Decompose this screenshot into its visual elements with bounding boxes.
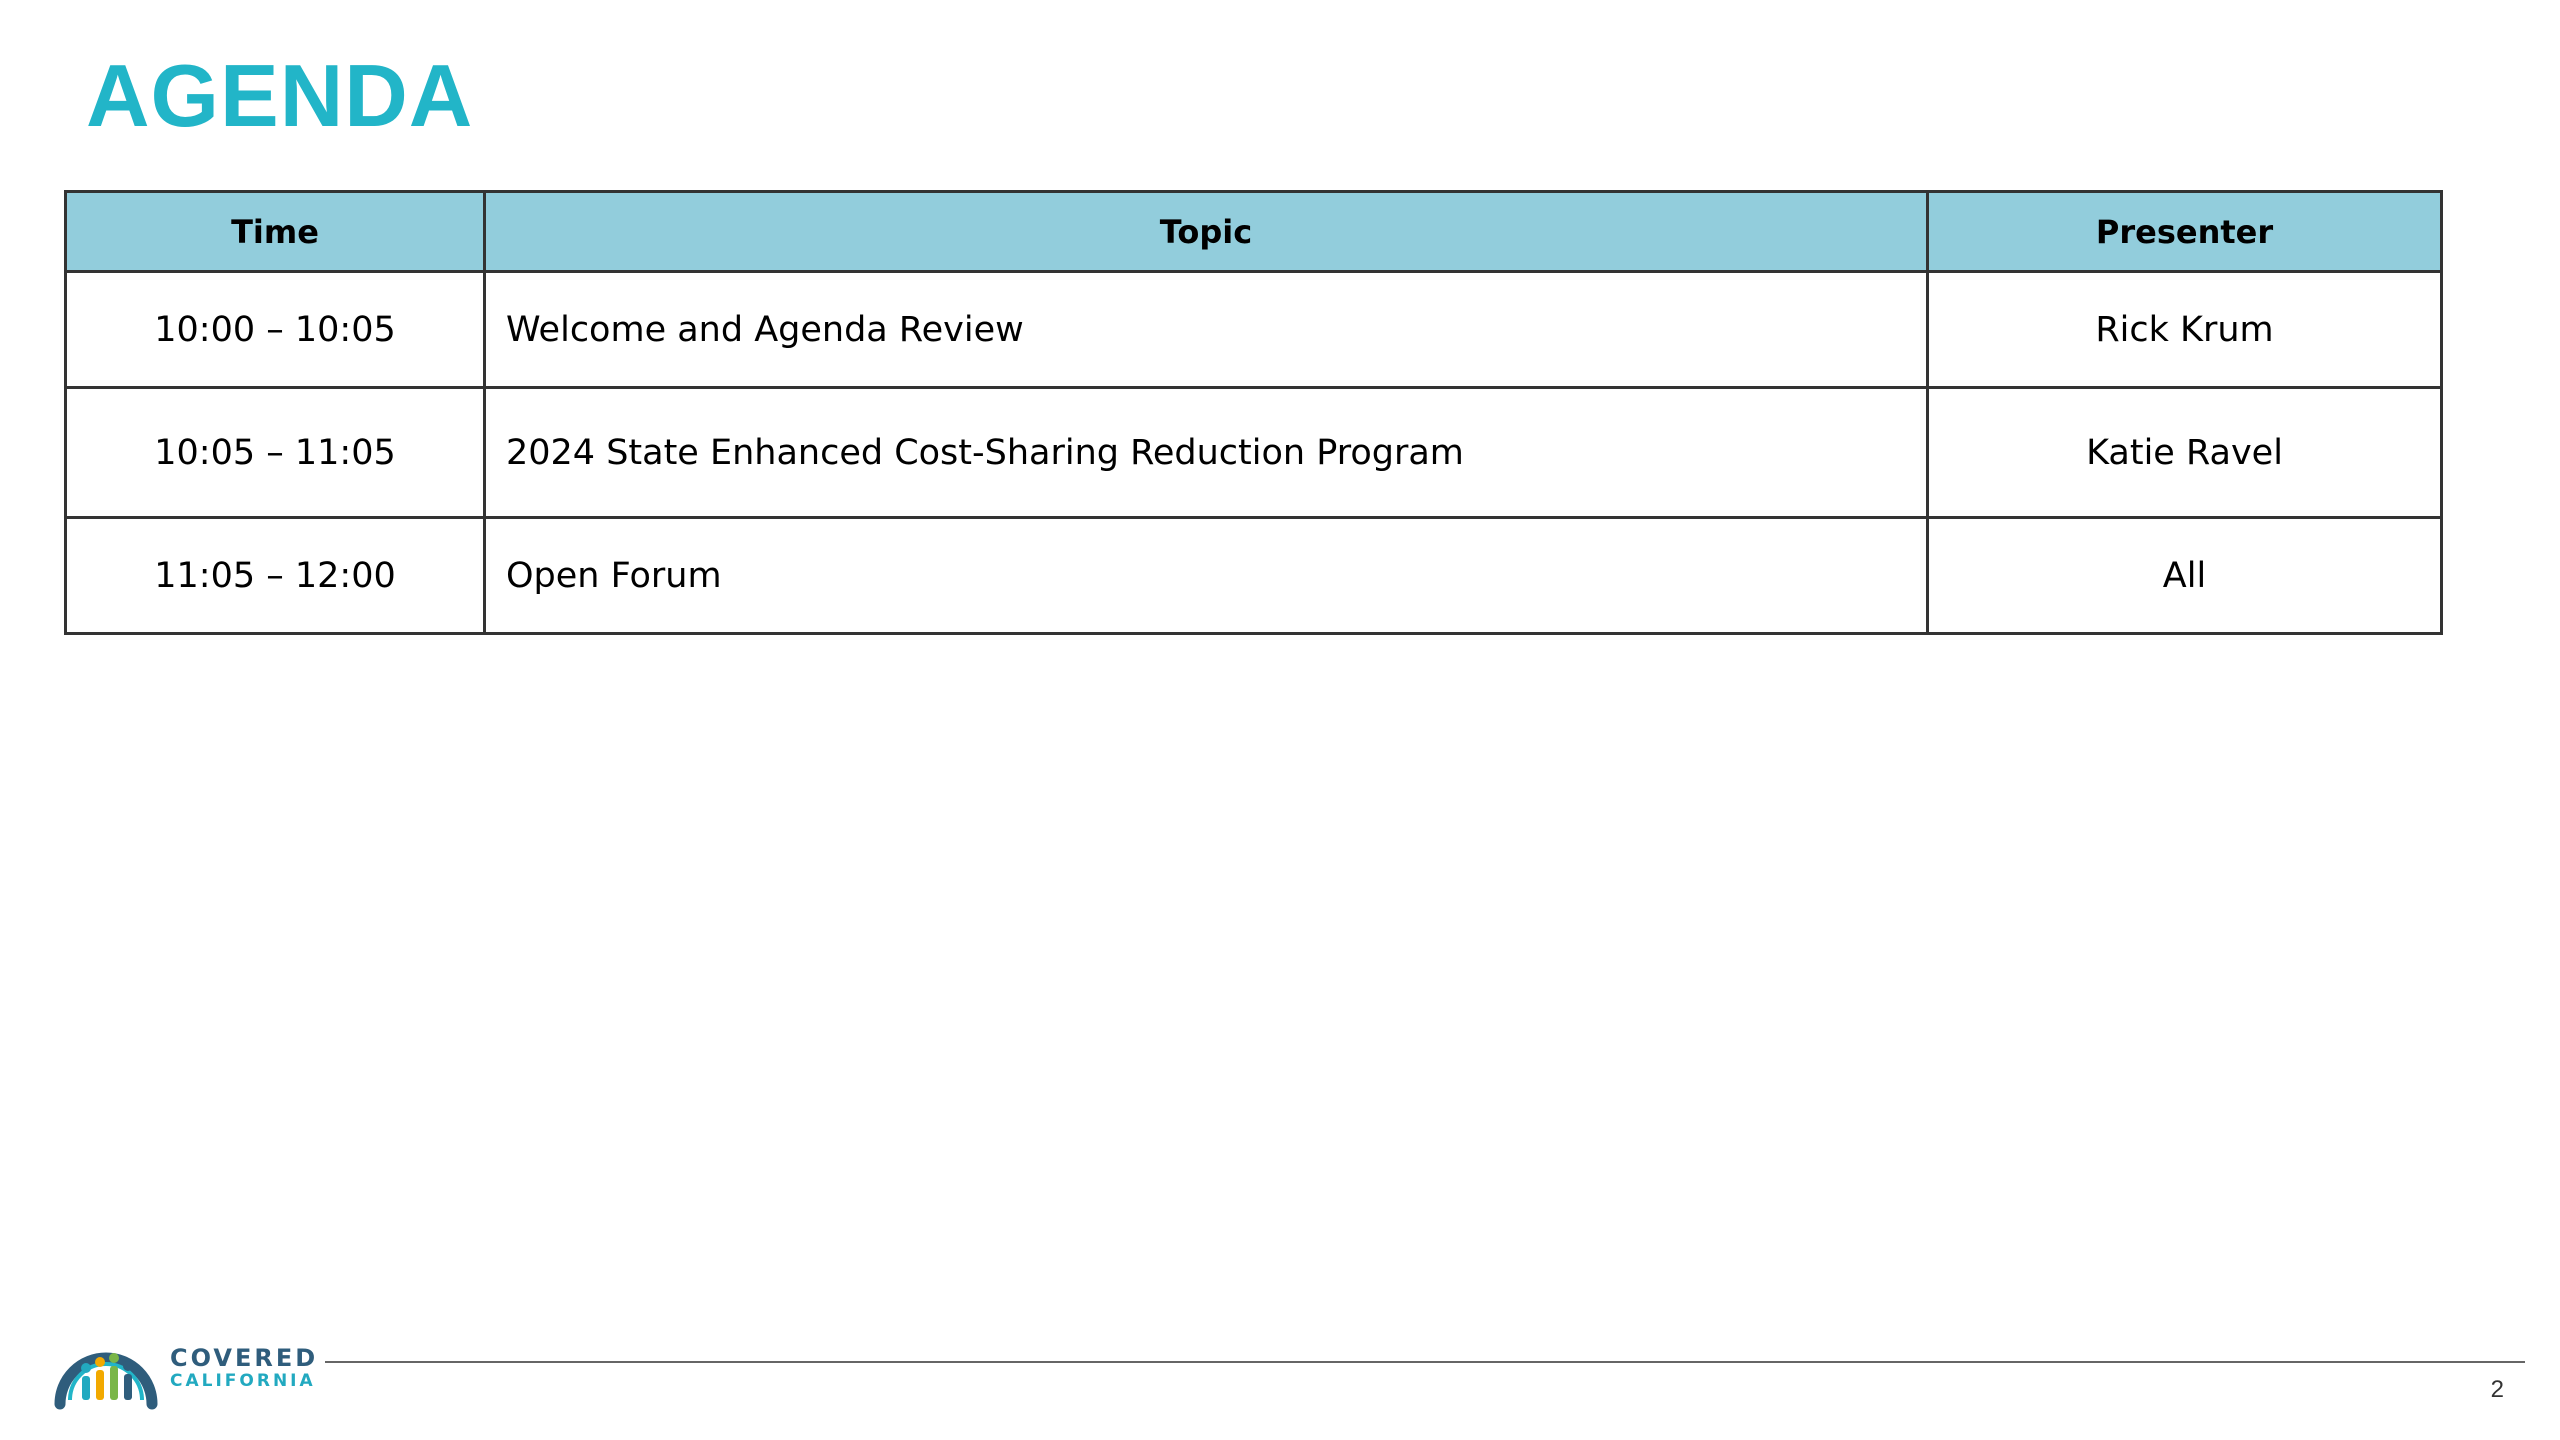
cell-time: 10:05 – 11:05 (66, 388, 485, 518)
slide-title: AGENDA (86, 46, 474, 145)
covered-california-logo (50, 1318, 330, 1418)
header-time: Time (66, 192, 485, 272)
header-topic: Topic (485, 192, 1928, 272)
table-row (66, 272, 2442, 388)
logo-line-2: CALIFORNIA (170, 1371, 316, 1391)
logo-wordmark (170, 1346, 318, 1390)
cell-presenter: All (1928, 518, 2442, 634)
cell-topic: Open Forum (485, 518, 1928, 634)
footer-divider (325, 1361, 2525, 1363)
table-row (66, 518, 2442, 634)
cell-time: 11:05 – 12:00 (66, 518, 485, 634)
page-number: 2 (2490, 1376, 2504, 1403)
cell-time: 10:00 – 10:05 (66, 272, 485, 388)
table-header-row (66, 192, 2442, 272)
cell-presenter: Rick Krum (1928, 272, 2442, 388)
cell-presenter: Katie Ravel (1928, 388, 2442, 518)
agenda-table (64, 190, 2443, 635)
logo-mark-icon (50, 1318, 162, 1418)
header-presenter: Presenter (1928, 192, 2442, 272)
logo-line-1: COVERED (170, 1344, 319, 1372)
cell-topic: Welcome and Agenda Review (485, 272, 1928, 388)
cell-topic: 2024 State Enhanced Cost-Sharing Reduction Program (485, 388, 1928, 518)
table-row (66, 388, 2442, 518)
